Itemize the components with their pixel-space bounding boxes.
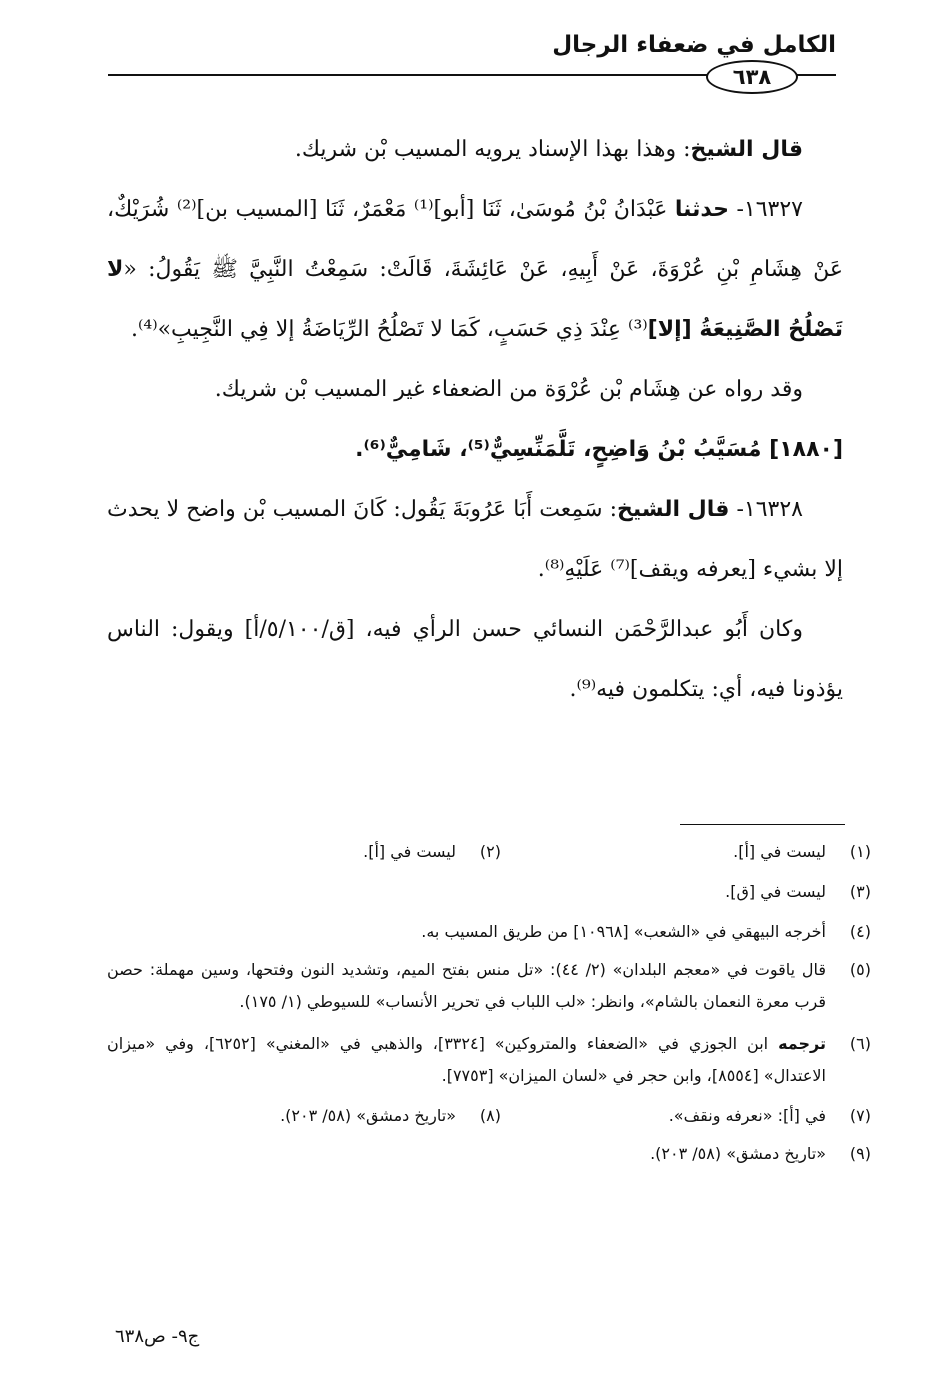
footnote-text: ليست في [أ]. bbox=[733, 842, 826, 861]
footnote-text: «تاريخ دمشق» (٥٨/ ٢٠٣). bbox=[280, 1106, 456, 1125]
footnote-number: (٣) bbox=[849, 882, 871, 901]
paragraph-text: عَبْدَانُ بْنُ مُوسَىٰ، ثَنَا [أبو]⁽¹⁾ مَعْمَرٌ، ثَنَا [المسيب بن]⁽²⁾ شُرَيْكٌ، عَنْ هِشَامِ بْنِ عُرْوَةَ، عَنْ أَبِيهِ، عَنْ عَائِشَةَ، قَالَتْ: سَمِعْتُ النَّبِيَّ ﷺ يَقُولُ: « bbox=[107, 197, 843, 282]
paragraph-text: ⁽³⁾ عِنْدَ ذِي حَسَبٍ، كَمَا لا تَصْلُحُ الرِّيَاضَةُ إلا فِي النَّجِيبِ»⁽⁴⁾. bbox=[130, 317, 648, 342]
speaker-lead: قال الشيخ bbox=[616, 497, 730, 522]
footnote-row bbox=[107, 832, 871, 872]
speaker-lead: قال الشيخ bbox=[690, 137, 803, 162]
footnote-text: ليست في [ق]. bbox=[725, 882, 826, 901]
main-text bbox=[107, 120, 843, 720]
footnote bbox=[501, 832, 871, 872]
entry-heading: [١٨٨٠] مُسَيَّبُ بْنُ وَاضِحٍ، تَلَّمَنِّسِيٌّ⁽⁵⁾، شَامِيٌّ⁽⁶⁾. bbox=[355, 437, 843, 462]
footnote-text: قال ياقوت في «معجم البلدان» (٢/ ٤٤): «تل منس بفتح الميم، وتشديد النون وفتحها، وسين مهملة: حصن قرب معرة النعمان بالشام»، وانظر: «لب اللباب في تحرير الأنساب» للسيوطي (١/ ١٧٥). bbox=[107, 960, 826, 1011]
hadith-paragraph bbox=[107, 480, 843, 600]
footnote bbox=[107, 954, 871, 1018]
footnote-number: (٥) bbox=[849, 960, 871, 979]
footnote-number: (٨) bbox=[479, 1106, 501, 1125]
footnote-text: ليست في [أ]. bbox=[363, 842, 456, 861]
narration-lead: حدثنا bbox=[674, 197, 729, 222]
paragraph-text: : سَمِعت أَبَا عَرُوبَةَ يَقُول: كَانَ المسيب بْن واضح لا يحدث إلا بشيء [يعرفه ويقف]⁽⁷⁾ عَلَيْهِ⁽⁸⁾. bbox=[107, 497, 843, 582]
footnote bbox=[107, 872, 871, 912]
footnote-text: ابن الجوزي في «الضعفاء والمتروكين» [٣٣٢٤]، والذهبي في «المغني» [٦٢٥٢]، وفي «ميزان الاعتدال» [٨٥٥٤]، وابن حجر في «لسان الميزان» [٧٧٥٣]. bbox=[107, 1034, 826, 1085]
footnote-lead: ترجمه bbox=[778, 1034, 827, 1053]
paragraph bbox=[107, 600, 843, 720]
footnote-text: في [أ]: «نعرفه ونقف». bbox=[668, 1106, 826, 1125]
footnote bbox=[131, 832, 501, 872]
footnote bbox=[131, 1100, 501, 1132]
footnote bbox=[107, 1028, 871, 1092]
footnote-rule bbox=[680, 824, 845, 825]
hadith-number: ١٦٣٢٧- bbox=[736, 197, 803, 222]
footnote-number: (٤) bbox=[849, 922, 871, 941]
footnote-number: (١) bbox=[849, 842, 871, 861]
page-number: ٦٣٨ bbox=[706, 60, 798, 94]
footnote-number: (٩) bbox=[849, 1144, 871, 1163]
footnote-row bbox=[107, 1100, 871, 1132]
footnote-text: «تاريخ دمشق» (٥٨/ ٢٠٣). bbox=[650, 1144, 826, 1163]
footnote-number: (٢) bbox=[479, 842, 501, 861]
paragraph bbox=[107, 120, 843, 180]
footnote bbox=[501, 1100, 871, 1132]
hadith-text: لا تَصْلُحُ الصَّنِيعَةُ [إلا] bbox=[107, 257, 843, 342]
footnote-number: (٧) bbox=[849, 1106, 871, 1125]
book-title: الكامل في ضعفاء الرجال bbox=[552, 32, 836, 58]
paragraph-text: : وهذا بهذا الإسناد يرويه المسيب بْن شريك. bbox=[294, 137, 691, 162]
footnote bbox=[107, 912, 871, 952]
footnote-number: (٦) bbox=[849, 1034, 871, 1053]
page-reference: ج٩- ص٦٣٨ bbox=[115, 1326, 200, 1347]
footnote-text: أخرجه البيهقي في «الشعب» [١٠٩٦٨] من طريق المسيب به. bbox=[421, 922, 826, 941]
hadith-paragraph bbox=[107, 180, 843, 360]
footnote bbox=[107, 1138, 871, 1170]
hadith-number: ١٦٣٢٨- bbox=[736, 497, 803, 522]
footnotes bbox=[107, 832, 871, 1170]
paragraph-text: وكان أَبُو عبدالرَّحْمَن النسائي حسن الرأي فيه، [ق/٥/١٠٠/أ] ويقول: الناس يؤذونا فيه، أي: يتكلمون فيه⁽⁹⁾. bbox=[107, 617, 843, 702]
paragraph-text: وقد رواه عن هِشَام بْن عُرْوَة من الضعفاء غير المسيب بْن شريك. bbox=[214, 377, 803, 402]
paragraph bbox=[107, 360, 843, 420]
